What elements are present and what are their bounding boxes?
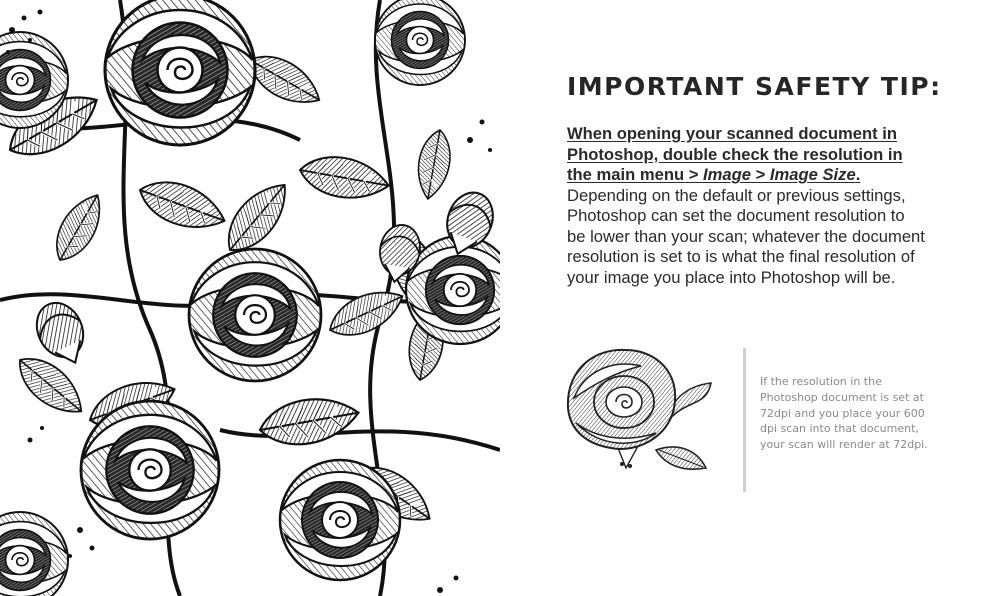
safety-tip-heading: IMPORTANT SAFETY TIP: <box>567 72 942 101</box>
rose-sketch-image <box>556 338 716 488</box>
menu-item-image-size: Image Size <box>769 165 856 184</box>
resolution-caption: If the resolution in the Photoshop document is set at 72dpi and you place your 600 dpi scan into that document, your scan will render at 72dpi. <box>760 375 928 452</box>
emphasis-part-1: When opening your scanned document in Photoshop, double check the resolution in the main menu > <box>567 124 903 184</box>
vertical-divider <box>743 348 746 492</box>
safety-tip-body <box>567 124 927 288</box>
emphasis-text <box>567 124 903 184</box>
text-column <box>567 72 967 288</box>
menu-item-image: Image <box>703 165 751 184</box>
menu-separator: > <box>750 165 770 184</box>
body-rest: Depending on the default or previous settings, Photoshop can set the document resolution to be lower than your scan; whatever the document resolution is set to is what the final resolution of your image you place into Photoshop will be. <box>567 185 925 287</box>
emphasis-end: . <box>855 165 861 184</box>
